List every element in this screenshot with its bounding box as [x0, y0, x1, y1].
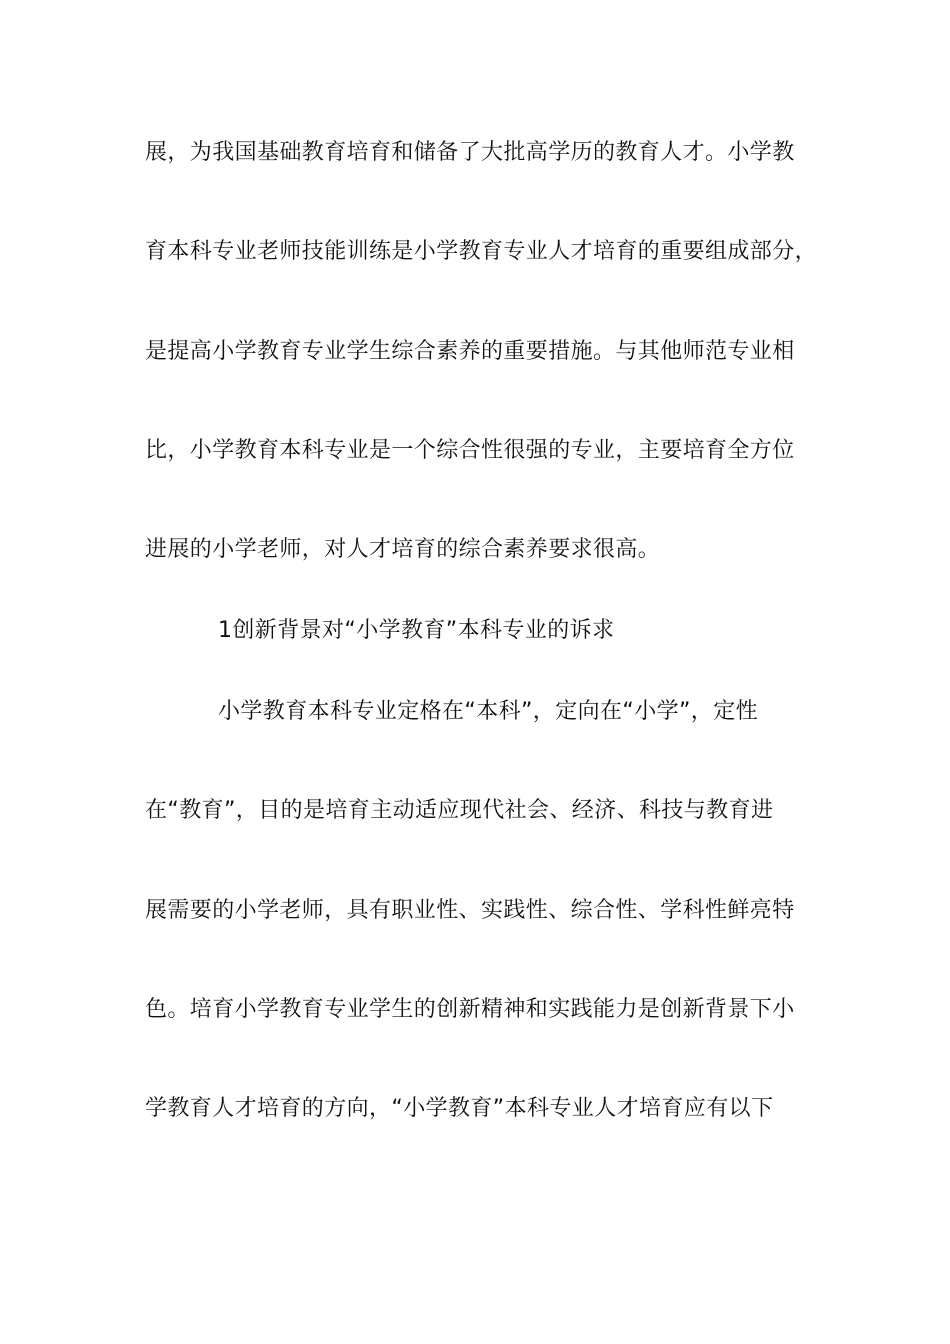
paragraph-2-line-2: 在“教育”，目的是培育主动适应现代社会、经济、科技与教育进: [145, 798, 774, 823]
paragraph-1-line-4: 比，小学教育本科专业是一个综合性很强的专业，主要培育全方位: [145, 438, 795, 463]
paragraph-1-line-3: 是提高小学教育专业学生综合素养的重要措施。与其他师范专业相: [145, 339, 795, 364]
paragraph-2-line-5: 学教育人才培育的方向，“小学教育”本科专业人才培育应有以下: [145, 1096, 774, 1121]
section-heading: 1创新背景对“小学教育”本科专业的诉求: [218, 618, 615, 643]
paragraph-1-line-1: 展，为我国基础教育培育和储备了大批高学历的教育人才。小学教: [145, 140, 795, 165]
paragraph-1-line-5: 进展的小学老师，对人才培育的综合素养要求很高。: [145, 537, 661, 562]
paragraph-2-line-4: 色。培育小学教育专业学生的创新精神和实践能力是创新背景下小: [145, 997, 795, 1022]
paragraph-1-line-2: 育本科专业老师技能训练是小学教育专业人才培育的重要组成部分，: [145, 239, 818, 264]
paragraph-2-line-3: 展需要的小学老师，具有职业性、实践性、综合性、学科性鲜亮特: [145, 898, 795, 923]
paragraph-2-line-1: 小学教育本科专业定格在“本科”，定向在“小学”，定性: [218, 699, 758, 724]
